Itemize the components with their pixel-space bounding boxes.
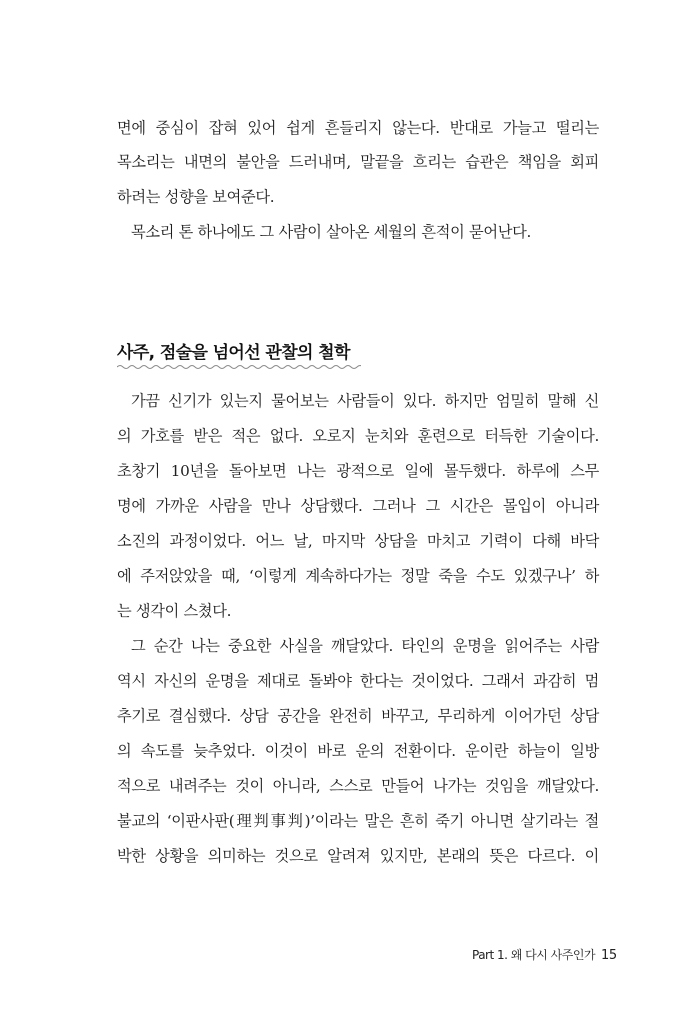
body-line: 불교의 ‘이판사판(理判事判)’이라는 말은 흔히 죽기 아니면 살기라는 절 — [117, 812, 599, 830]
body-line: 목소리는 내면의 불안을 드러내며, 말끝을 흐리는 습관은 책임을 회피 — [117, 153, 599, 171]
body-line: 초창기 10년을 돌아보면 나는 광적으로 일에 몰두했다. 하루에 스무 — [117, 462, 599, 480]
body-line: 박한 상황을 의미하는 것으로 알려져 있지만, 본래의 뜻은 다르다. 이 — [117, 847, 599, 865]
body-line: 에 주저앉았을 때, ‘이렇게 계속하다가는 정말 죽을 수도 있겠구나’ 하 — [117, 567, 599, 585]
body-line: 소진의 과정이었다. 어느 날, 마지막 상담을 마치고 기력이 다해 바닥 — [117, 532, 599, 550]
body-line: 가끔 신기가 있는지 물어보는 사람들이 있다. 하지만 엄밀히 말해 신 — [131, 392, 599, 410]
body-line: 하려는 성향을 보여준다. — [117, 188, 275, 206]
body-line: 명에 가까운 사람을 만나 상담했다. 그러나 그 시간은 몰입이 아니라 — [117, 497, 599, 515]
body-line: 그 순간 나는 중요한 사실을 깨달았다. 타인의 운명을 읽어주는 사람 — [131, 637, 599, 655]
page-footer — [472, 946, 617, 963]
wavy-underline — [117, 364, 361, 370]
body-line: 면에 중심이 잡혀 있어 쉽게 흔들리지 않는다. 반대로 가늘고 떨리는 — [117, 119, 599, 137]
body-line: 역시 자신의 운명을 제대로 돌봐야 한다는 것이었다. 그래서 과감히 멈 — [117, 672, 599, 690]
body-line: 목소리 톤 하나에도 그 사람이 살아온 세월의 흔적이 묻어난다. — [131, 223, 532, 241]
body-line: 적으로 내려주는 것이 아니라, 스스로 만들어 나가는 것임을 깨달았다. — [117, 777, 599, 795]
body-line: 의 가호를 받은 적은 없다. 오로지 눈치와 훈련으로 터득한 기술이다. — [117, 427, 599, 445]
body-line: 의 속도를 늦추었다. 이것이 바로 운의 전환이다. 운이란 하늘이 일방 — [117, 742, 599, 760]
body-line: 추기로 결심했다. 상담 공간을 완전히 바꾸고, 무리하게 이어가던 상담 — [117, 707, 599, 725]
page-number: 15 — [601, 948, 617, 963]
body-line: 는 생각이 스쳤다. — [117, 602, 232, 620]
section-heading: 사주, 점술을 넘어선 관찰의 철학 — [117, 343, 350, 363]
running-head: Part 1. 왜 다시 사주인가 — [472, 948, 596, 962]
